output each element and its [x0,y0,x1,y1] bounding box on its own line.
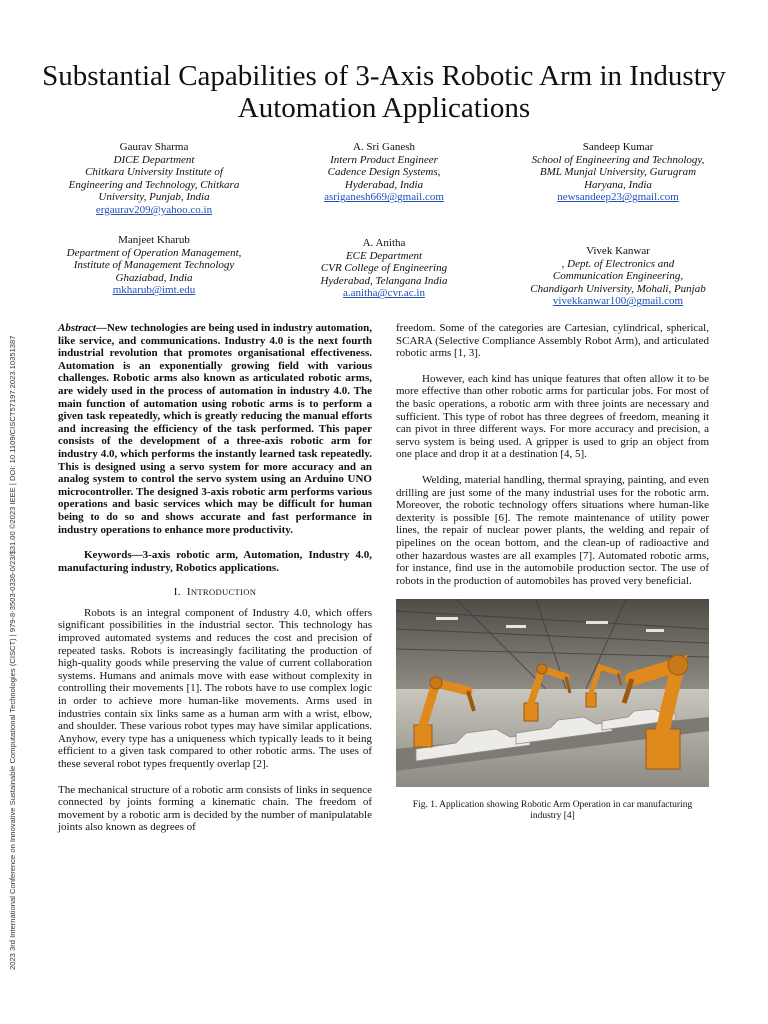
body-paragraph: Welding, material handling, thermal spraying, painting, and even drilling are just some of the many industrial uses for the robotic arm. Moreover, the robotic technology offers situations where human-like dexterity is possible [6]. The remote maintenance of utility power lines, the repair of nuclear power plants, the welding and repair of pipelines on the ocean bottom, and the clean-up of radioactive and other hazardous wastes are all examples [7]. Automated robotic arms, for instance, find use in the automobile production sector. The use of robots in the production of automobiles has proved very beneficial. [396,473,709,587]
author-name: A. Anitha [362,237,406,249]
author-affiliation: Communication Engineering, [552,270,684,283]
conference-doi-line: 2023 3rd International Conference on Innovative Sustainable Computational Technologies (CISCT) | 979-8-3503-0336-0/23/$31.00 ©2023 IEEE | DOI: 10.1109/CISCT57197.2023.10351387 [8,335,17,970]
author-affiliation: Department of Operation Management, [66,246,242,259]
author-name: Sandeep Kumar [582,141,654,153]
figure-caption: Fig. 1. Application showing Robotic Arm Operation in car manufacturing industry [4] [412,800,693,822]
author-block-3 [510,141,726,204]
author-block-4 [48,234,260,297]
author-affiliation: CVR College of Engineering [320,262,448,275]
author-email-link[interactable]: ergaurav209@yahoo.co.in [95,203,213,216]
author-affiliation: Ghaziabad, India [115,271,193,284]
author-block-1 [48,141,260,217]
author-affiliation: Chitkara University Institute of [85,166,223,179]
author-affiliation: School of Engineering and Technology, [531,153,705,166]
body-paragraph: However, each kind has unique features that often allow it to be more effective than other robotic arms for particular jobs. For most of the basic operations, a robotic arm with three joints are necessary and sufficient. This type of robot has three degrees of freedom, meaning it can pivot in three different ways. For more accuracy and precision, a servo system is being used. A gripper is used to grip an object from one place and drop it at a destination [4, 5]. [396,372,709,461]
section-title-initial: I [186,586,191,599]
author-affiliation: Hyderabad, India [344,178,424,191]
author-block-2 [296,141,472,204]
author-affiliation: Engineering and Technology, Chitkara [68,178,240,191]
author-name: Vivek Kanwar [586,245,650,257]
section-heading-introduction [58,586,372,599]
author-email-link[interactable]: newsandeep23@gmail.com [557,191,679,204]
author-block-5 [296,237,472,300]
author-affiliation: Haryana, India [584,178,652,191]
abstract-label: Abstract [58,322,96,334]
keywords-paragraph: Keywords—3-axis robotic arm, Automation, Industry 4.0, manufacturing industry, Robotics applications. [58,549,372,574]
author-affiliation: University, Punjab, India [98,191,210,204]
author-email-link[interactable]: mkharub@imt.edu [112,284,196,297]
paper-title: Substantial Capabilities of 3-Axis Robotic Arm in Industry Automation Applications [42,60,726,124]
author-affiliation: Intern Product Engineer [330,153,438,166]
factory-robot-arms-illustration [396,599,709,787]
author-affiliation: ECE Department [345,249,423,262]
author-email-link[interactable]: vivekkanwar100@gmail.com [552,295,684,308]
author-affiliation: BML Munjal University, Gurugram [539,166,697,179]
body-paragraph: The mechanical structure of a robotic arm consists of links in sequence connected by joints forming a kinematic chain. The freedom of movement by a robotic arm is decided by the number of manipulatable joints also known as degrees of [58,783,372,834]
figure-car-factory-robots [396,599,709,787]
author-email-link[interactable]: asriganesh669@gmail.com [324,191,444,204]
author-affiliation: Chandigarh University, Mohali, Punjab [530,282,706,295]
author-affiliation: Institute of Management Technology [73,259,235,272]
author-name: Manjeet Kharub [118,234,190,246]
section-number: I. [173,586,181,599]
author-affiliation: , Dept. of Electronics and [561,257,675,270]
body-paragraph: Robots is an integral component of Industry 4.0, which offers significant possibilities in the industrial sector. This technology has improved automated systems and reduces the cost and precision of repeated tasks. Robots is increasingly facilitating the production of high-quality goods while preserving the value of current collaboration systems. Humans and animals move with ease without complexity in controlling their movements [1]. The robots have to use complex logic in order to achieve more human-like movements. Arms used in industries contain six links same as a human arm with a wrist, elbow, and shoulder. These various robot types may have similar applications. Anyhow, every type has a uniqueness which typically leads to it being efficient to a given task compared to other robotic arms. The uses of these several robot types frequently overlap [2]. [58,606,372,770]
side-margin-citation [6,210,20,970]
abstract-text: —New technologies are being used in industry automation, like service, and communications. Industry 4.0 is the next fourth industrial revolution that promotes organisational effectiveness. Automation is an exponentially growing field with various challenges. Robotic arms also known as articulated robotic arms, are widely used in the process of automation in industry 4.0. The main function of automation using robotic arms is to perform a given task repeatedly, which is greatly reducing the manual efforts and increasing the efficiency of the task performed. This paper consists of the development of a three-axis robotic arm for industry 4.0, which performs the instantly learned task repeatedly. This is designed using a servo system for more accuracy and an analog system to control the servo system using an Arduino UNO microcontroller. The designed 3-axis robotic arm performs various operations and basic services which may be difficult for human being to do so and shows accurate and fast performance in industry operations to enhance more productivity. [58,322,372,536]
section-title-rest: NTRODUCTION [190,587,257,598]
left-column [58,322,372,834]
author-affiliation: Cadence Design Systems, [327,166,441,179]
author-name: Gaurav Sharma [119,141,189,153]
author-block-6 [510,245,726,308]
right-column [396,322,709,822]
body-paragraph: freedom. Some of the categories are Cartesian, cylindrical, spherical, SCARA (Selective Compliance Assembly Robot Arm), and articulated robotic arms [1, 3]. [396,322,709,360]
author-email-link[interactable]: a.anitha@cvr.ac.in [343,287,425,300]
author-affiliation: Hyderabad, Telangana India [320,274,448,287]
author-affiliation: DICE Department [113,153,195,166]
abstract-paragraph [58,322,372,536]
author-name: A. Sri Ganesh [352,141,416,153]
